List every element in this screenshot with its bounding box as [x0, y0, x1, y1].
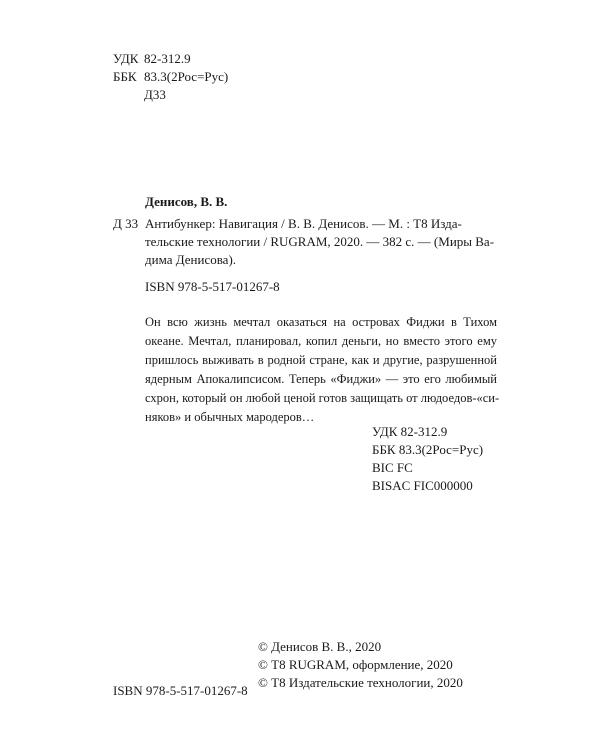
classification-code: УДК 82-312.9 — [372, 424, 448, 439]
bbk-label: ББК — [113, 69, 137, 84]
annotation-paragraph — [145, 313, 500, 427]
annotation-line: океане. Мечтал, планировал, копил деньги, но вместо этого ему — [145, 334, 497, 348]
description-line: Антибункер: Навигация / В. В. Денисов. — М. : Т8 Изда- — [145, 216, 462, 231]
cutter-label: Д 33 — [113, 216, 139, 231]
udk-label: УДК — [113, 51, 139, 66]
copyright-line: © Денисов В. В., 2020 — [258, 639, 382, 654]
isbn-bottom: ISBN 978-5-517-01267-8 — [113, 683, 248, 698]
bibliographic-description — [145, 215, 495, 269]
bbk-value: 83.3(2Рос=Рус) — [144, 69, 229, 84]
bbk-row — [113, 68, 228, 86]
annotation-line: няков» и обычных мародеров… — [145, 410, 315, 424]
annotation-line: пришлось выживать в родной стране, как и другие, разрушенной — [145, 353, 497, 367]
classification-block-top — [113, 50, 228, 104]
classification-code: BIC FC — [372, 460, 413, 475]
description-line: дима Денисова). — [145, 252, 237, 267]
annotation-line: Он всю жизнь мечтал оказаться на островах Фиджи в Тихом — [145, 315, 497, 329]
author-heading: Денисов, В. В. — [145, 194, 228, 209]
classification-block-right — [372, 423, 483, 495]
copyright-line: © Т8 Издательские технологии, 2020 — [258, 675, 463, 690]
udk-row — [113, 50, 228, 68]
classification-code: BISAC FIC000000 — [372, 478, 473, 493]
udk-value: 82-312.9 — [144, 51, 191, 66]
annotation-line: ядерным Апокалипсисом. Теперь «Фиджи» — это его любимый — [145, 372, 497, 386]
isbn-line: ISBN 978-5-517-01267-8 — [145, 279, 280, 294]
copyright-block — [258, 638, 463, 692]
annotation-line: схрон, который он любой ценой готов защищать от людоедов-«си- — [145, 391, 500, 405]
classification-code: ББК 83.3(2Рос=Рус) — [372, 442, 484, 457]
cutter-code: Д33 — [144, 87, 166, 102]
description-line: тельские технологии / RUGRAM, 2020. — 382 с. — (Миры Ва- — [145, 234, 495, 249]
copyright-line: © Т8 RUGRAM, оформление, 2020 — [258, 657, 453, 672]
